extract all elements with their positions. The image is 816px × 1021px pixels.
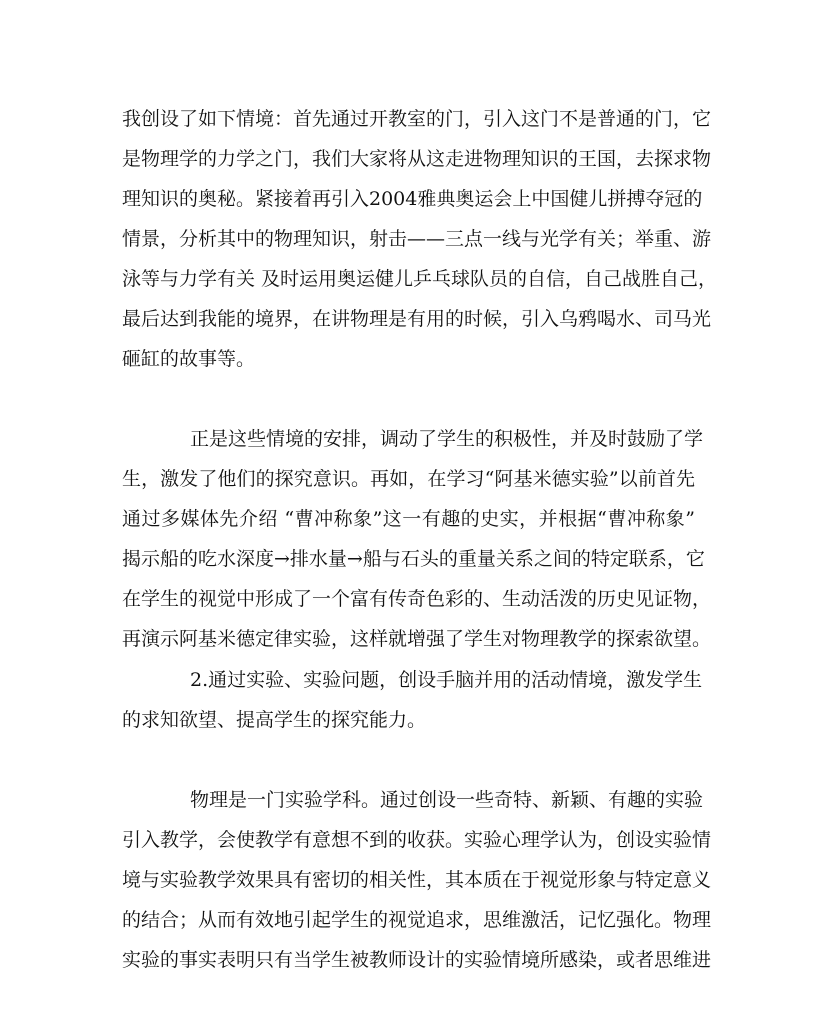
text-line: 情景，分析其中的物理知识，射击——三点一线与光学有关；举重、游	[122, 228, 712, 250]
text-line: 的结合；从而有效地引起学生的视觉追求，思维激活，记忆强化。物理	[122, 909, 712, 931]
text-line: 砸缸的故事等。	[122, 348, 256, 370]
text-line: 是物理学的力学之门，我们大家将从这走进物理知识的王国，去探求物	[122, 148, 712, 170]
text-line: 最后达到我能的境界，在讲物理是有用的时候，引入乌鸦喝水、司马光	[122, 308, 712, 330]
text-line: 的求知欲望、提高学生的探究能力。	[122, 709, 427, 731]
text-line: 实验的事实表明只有当学生被教师设计的实验情境所感染，或者思维进	[122, 949, 712, 971]
text-line: 生，激发了他们的探究意识。再如，在学习“阿基米德实验”以前首先	[122, 468, 695, 490]
text-line: 再演示阿基米德定律实验，这样就增强了学生对物理教学的探索欲望。	[122, 628, 712, 650]
text-line: 在学生的视觉中形成了一个富有传奇色彩的、生动活泼的历史见证物，	[122, 588, 712, 610]
text-line: 引入教学，会使教学有意想不到的收获。实验心理学认为，创设实验情	[122, 829, 712, 851]
text-line-indented: 2.通过实验、实验问题，创设手脑并用的活动情境，激发学生	[190, 669, 703, 691]
text-line-indented: 正是这些情境的安排，调动了学生的积极性，并及时鼓励了学	[190, 428, 704, 450]
text-line: 我创设了如下情境：首先通过开教室的门，引入这门不是普通的门，它	[122, 108, 712, 130]
text-line-indented: 物理是一门实验学科。通过创设一些奇特、新颖、有趣的实验	[190, 789, 704, 811]
text-line: 境与实验教学效果具有密切的相关性，其本质在于视觉形象与特定意义	[122, 869, 712, 891]
text-line: 理知识的奥秘。紧接着再引入2004雅典奥运会上中国健儿拼搏夺冠的	[122, 188, 703, 210]
text-line: 揭示船的吃水深度→排水量→船与石头的重量关系之间的特定联系，它	[122, 548, 705, 570]
text-line: 通过多媒体先介绍 “曹冲称象”这一有趣的史实，并根据“曹冲称象”	[122, 508, 695, 530]
text-line: 泳等与力学有关 及时运用奥运健儿乒乓球队员的自信，自己战胜自己，	[122, 268, 718, 290]
